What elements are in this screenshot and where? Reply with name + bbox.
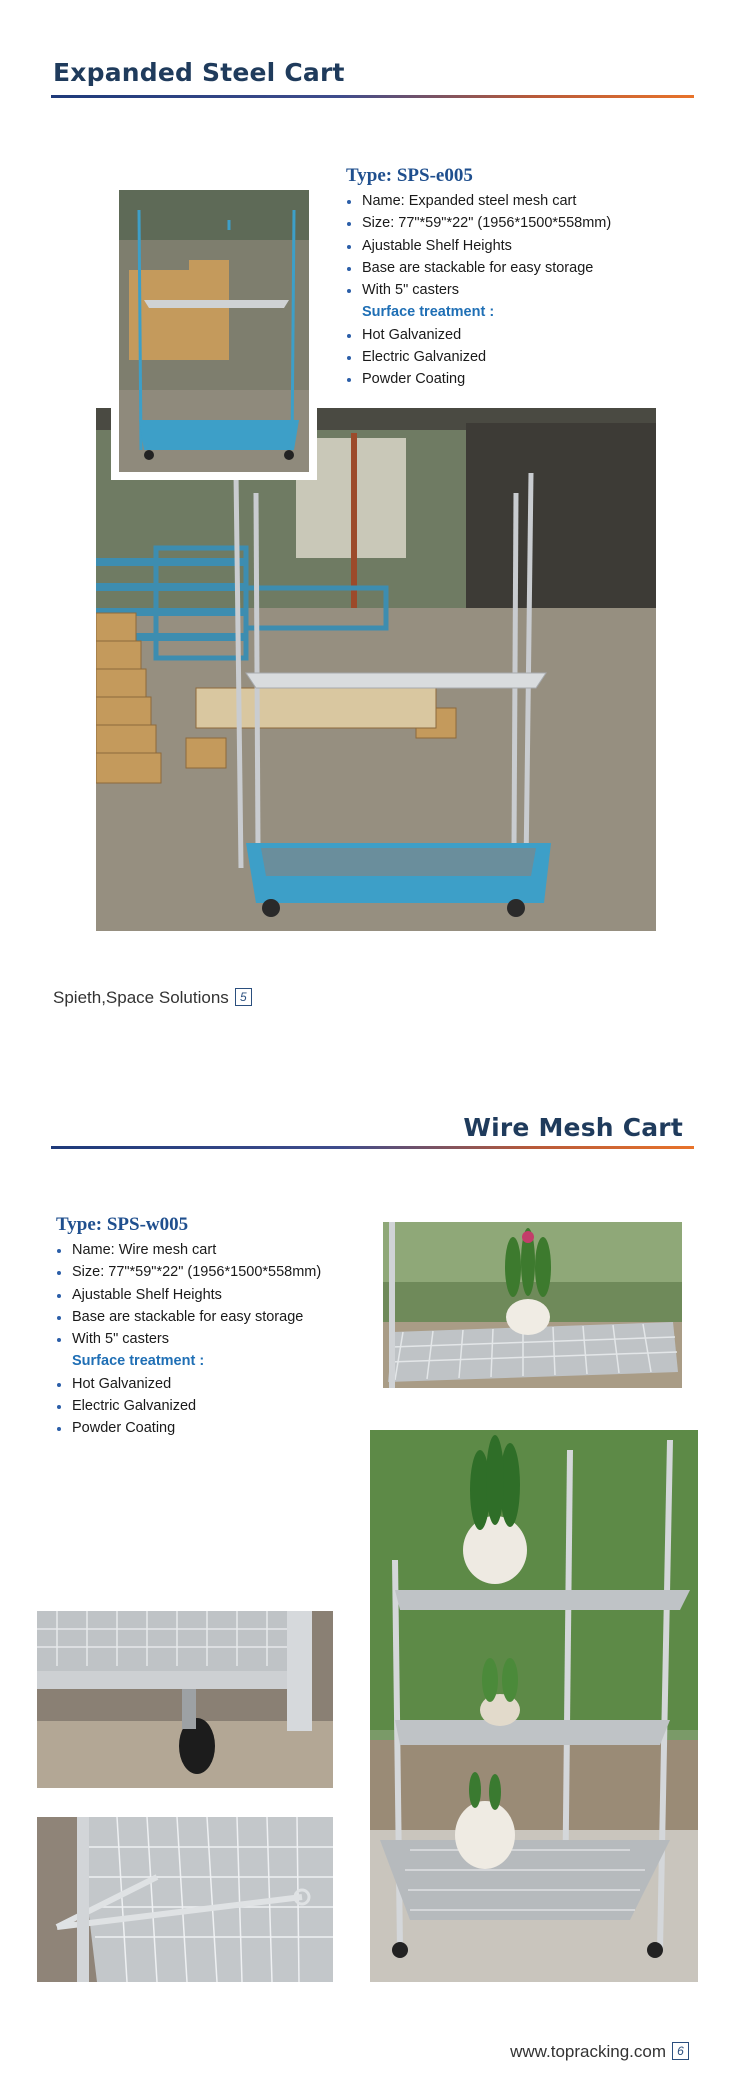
spec-item: Base are stackable for easy storage <box>346 257 676 279</box>
spec-list <box>346 190 676 301</box>
footer-text: www.topracking.com <box>510 2042 666 2061</box>
treatment-item: Electric Galvanized <box>346 346 676 368</box>
expanded-steel-cart-warehouse-photo <box>96 408 656 931</box>
footer-text: Spieth,Space Solutions <box>53 988 229 1007</box>
type-heading: Type: SPS-w005 <box>56 1214 189 1235</box>
spec-item: Ajustable Shelf Heights <box>56 1284 376 1306</box>
wire-mesh-cart-caster-detail-photo <box>37 1611 333 1788</box>
page-number-badge: 6 <box>672 2042 689 2060</box>
type-heading: Type: SPS-e005 <box>346 165 473 186</box>
treatment-item: Electric Galvanized <box>56 1395 376 1417</box>
treatment-list <box>346 324 676 391</box>
spec-item: Name: Expanded steel mesh cart <box>346 190 676 212</box>
treatment-item: Powder Coating <box>56 1417 376 1439</box>
treatment-item: Powder Coating <box>346 368 676 390</box>
wire-mesh-shelf-plant-photo <box>383 1222 682 1388</box>
wire-mesh-cart-handle-detail-photo <box>37 1817 333 1982</box>
spec-item: Size: 77"*59"*22" (1956*1500*558mm) <box>56 1261 376 1283</box>
page-number-badge: 5 <box>235 988 252 1006</box>
spec-block-e005 <box>346 164 676 391</box>
page-title-wire-mesh-cart: Wire Mesh Cart <box>463 1113 683 1142</box>
title-rule <box>51 1146 694 1149</box>
wire-mesh-cart-plants-photo <box>370 1430 698 1982</box>
treatment-item: Hot Galvanized <box>346 324 676 346</box>
footer-company <box>53 988 252 1008</box>
footer-website <box>510 2042 689 2062</box>
surface-treatment-label: Surface treatment : <box>362 304 495 321</box>
page-title-expanded-steel-cart: Expanded Steel Cart <box>53 58 345 87</box>
title-rule <box>51 95 694 98</box>
treatment-list <box>56 1373 376 1440</box>
spec-item: With 5" casters <box>346 279 676 301</box>
spec-block-w005 <box>56 1213 376 1440</box>
spec-item: Name: Wire mesh cart <box>56 1239 376 1261</box>
expanded-steel-cart-inset-photo <box>111 182 317 480</box>
treatment-item: Hot Galvanized <box>56 1373 376 1395</box>
spec-item: Ajustable Shelf Heights <box>346 235 676 257</box>
surface-treatment-label: Surface treatment : <box>72 1353 205 1370</box>
spec-item: Size: 77"*59"*22" (1956*1500*558mm) <box>346 212 676 234</box>
spec-list <box>56 1239 376 1350</box>
spec-item: Base are stackable for easy storage <box>56 1306 376 1328</box>
spec-item: With 5" casters <box>56 1328 376 1350</box>
